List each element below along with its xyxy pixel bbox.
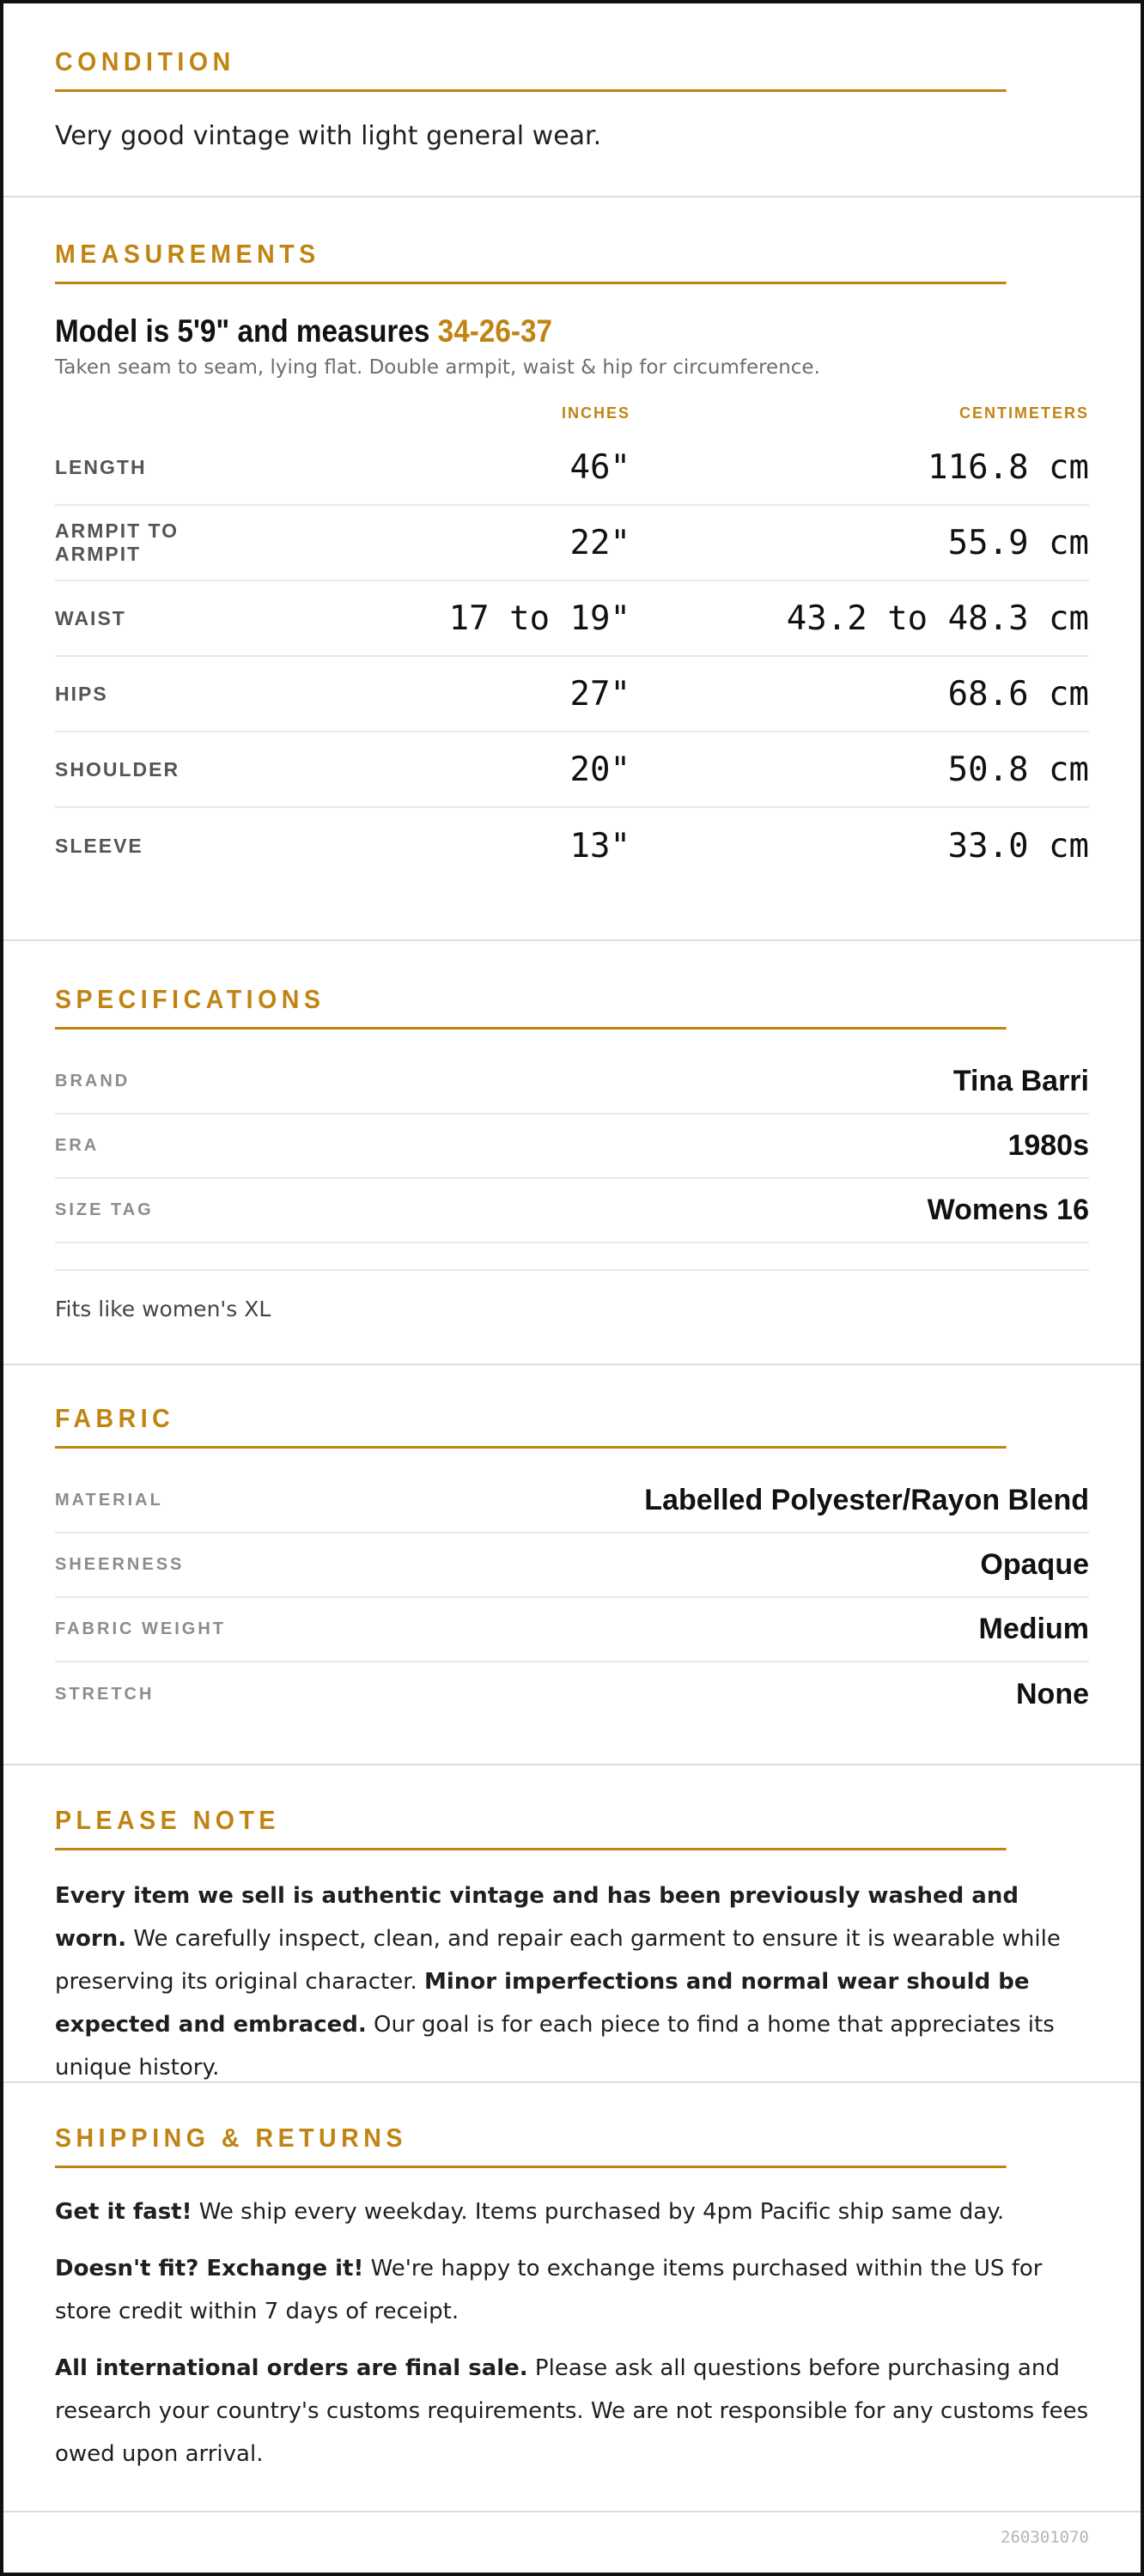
measurement-inches: 22"	[569, 523, 630, 562]
measurement-row-shoulder	[55, 732, 1089, 808]
spec-value: Womens 16	[927, 1194, 1089, 1226]
measurement-row-hips	[55, 657, 1089, 732]
spec-value: Tina Barri	[952, 1065, 1089, 1097]
measurement-cm: 68.6 cm	[947, 674, 1089, 714]
model-prefix: Model is 5'9" and measures	[55, 313, 438, 349]
measurement-inches: 17 to 19"	[448, 598, 630, 638]
measurements-subtitle: Taken seam to seam, lying flat. Double armpit, waist & hip for circumference.	[55, 356, 820, 379]
fabric-key: SHEERNESS	[55, 1555, 185, 1574]
specifications-list	[55, 1050, 1089, 1243]
spec-key: SIZE TAG	[55, 1200, 154, 1219]
shipping-paragraph-fast	[55, 2190, 1089, 2233]
fabric-list	[55, 1469, 1089, 1727]
fabric-key: MATERIAL	[55, 1491, 163, 1510]
fabric-row-material	[55, 1469, 1089, 1534]
shipping-text: We're happy to exchange items purchased within the US for store credit within 7 days of receipt.	[55, 2256, 1043, 2324]
measurement-row-length	[55, 430, 1089, 506]
product-code: 260301070	[1001, 2528, 1089, 2547]
measurement-cm: 43.2 to 48.3 cm	[786, 598, 1089, 638]
spec-row-brand	[55, 1050, 1089, 1115]
measurement-inches: 20"	[569, 750, 630, 789]
fabric-row-stretch	[55, 1662, 1089, 1727]
measurements-table	[55, 396, 1089, 884]
measurement-label: LENGTH	[55, 455, 147, 478]
model-measure-value: 34-26-37	[437, 313, 552, 349]
measurement-inches: 13"	[569, 826, 630, 866]
measurement-cm: 116.8 cm	[928, 447, 1089, 487]
measurements-heading: MEASUREMENTS	[55, 239, 1007, 284]
measurement-label: HIPS	[55, 682, 108, 705]
measurement-cm: 55.9 cm	[947, 523, 1089, 562]
spec-value: 1980s	[1007, 1129, 1089, 1162]
measurement-inches: 27"	[569, 674, 630, 714]
divider	[55, 1269, 1089, 1271]
note-text-1: We carefully inspect, clean, and repair each garment to ensure it is wearable while preserving its original character.	[55, 1926, 1061, 1995]
measurement-label: SLEEVE	[55, 834, 143, 857]
fabric-row-sheerness	[55, 1534, 1089, 1598]
shipping-text: We ship every weekday. Items purchased by 4pm Pacific ship same day.	[192, 2199, 1005, 2225]
measurement-cm: 50.8 cm	[947, 750, 1089, 789]
measurements-section	[3, 197, 1141, 941]
fabric-value: Medium	[978, 1613, 1089, 1645]
model-measurements	[55, 313, 986, 349]
inches-column-header: INCHES	[561, 404, 630, 422]
measurement-label: SHOULDER	[55, 757, 180, 781]
shipping-heading: SHIPPING & RETURNS	[55, 2123, 1007, 2168]
note-text-2: Our goal is for each piece to find a home that appreciates its unique history.	[55, 2012, 1055, 2081]
measurement-cm: 33.0 cm	[947, 826, 1089, 866]
centimeters-column-header: CENTIMETERS	[958, 404, 1089, 422]
note-bold-1: Every item we sell is authentic vintage and has been previously washed and worn.	[55, 1883, 1019, 1952]
shipping-paragraph-international	[55, 2347, 1089, 2476]
shipping-bold: Doesn't fit? Exchange it!	[55, 2256, 364, 2281]
fit-note: Fits like women's XL	[55, 1297, 271, 1321]
measurement-row-sleeve	[55, 808, 1089, 884]
fabric-row-weight	[55, 1598, 1089, 1662]
fabric-value: Labelled Polyester/Rayon Blend	[644, 1484, 1089, 1516]
measurement-label: WAIST	[55, 606, 126, 629]
spec-row-era	[55, 1115, 1089, 1179]
fabric-heading: FABRIC	[55, 1403, 1007, 1449]
shipping-bold: All international orders are final sale.	[55, 2355, 528, 2381]
fabric-key: STRETCH	[55, 1685, 155, 1704]
spec-key: ERA	[55, 1136, 100, 1155]
shipping-text: Please ask all questions before purchasing and research your country's customs requirements. We are not responsible for any customs fees owed upon arrival.	[55, 2355, 1089, 2467]
spec-key: BRAND	[55, 1072, 131, 1091]
please-note-heading: PLEASE NOTE	[55, 1805, 1007, 1850]
fabric-value: Opaque	[980, 1548, 1089, 1581]
shipping-bold: Get it fast!	[55, 2199, 192, 2225]
shipping-returns-section	[3, 2083, 1141, 2512]
measurement-row-waist	[55, 581, 1089, 657]
please-note-section	[3, 1765, 1141, 2083]
condition-heading: CONDITION	[55, 46, 1007, 92]
fabric-value: None	[1016, 1678, 1089, 1710]
specifications-section	[3, 941, 1141, 1365]
spec-row-size-tag	[55, 1179, 1089, 1243]
specifications-heading: SPECIFICATIONS	[55, 984, 1007, 1030]
fabric-section	[3, 1365, 1141, 1765]
shipping-paragraph-exchange	[55, 2247, 1089, 2333]
fabric-key: FABRIC WEIGHT	[55, 1619, 226, 1638]
measurement-inches: 46"	[569, 447, 630, 487]
condition-section	[3, 3, 1141, 197]
note-bold-2: Minor imperfections and normal wear should be expected and embraced.	[55, 1969, 1030, 2038]
please-note-text	[55, 1874, 1089, 2089]
measurement-row-armpit	[55, 506, 1089, 581]
measurements-table-header	[55, 396, 1089, 430]
measurement-label: ARMPIT TO ARMPIT	[55, 519, 180, 565]
condition-text: Very good vintage with light general wear.	[55, 121, 602, 151]
